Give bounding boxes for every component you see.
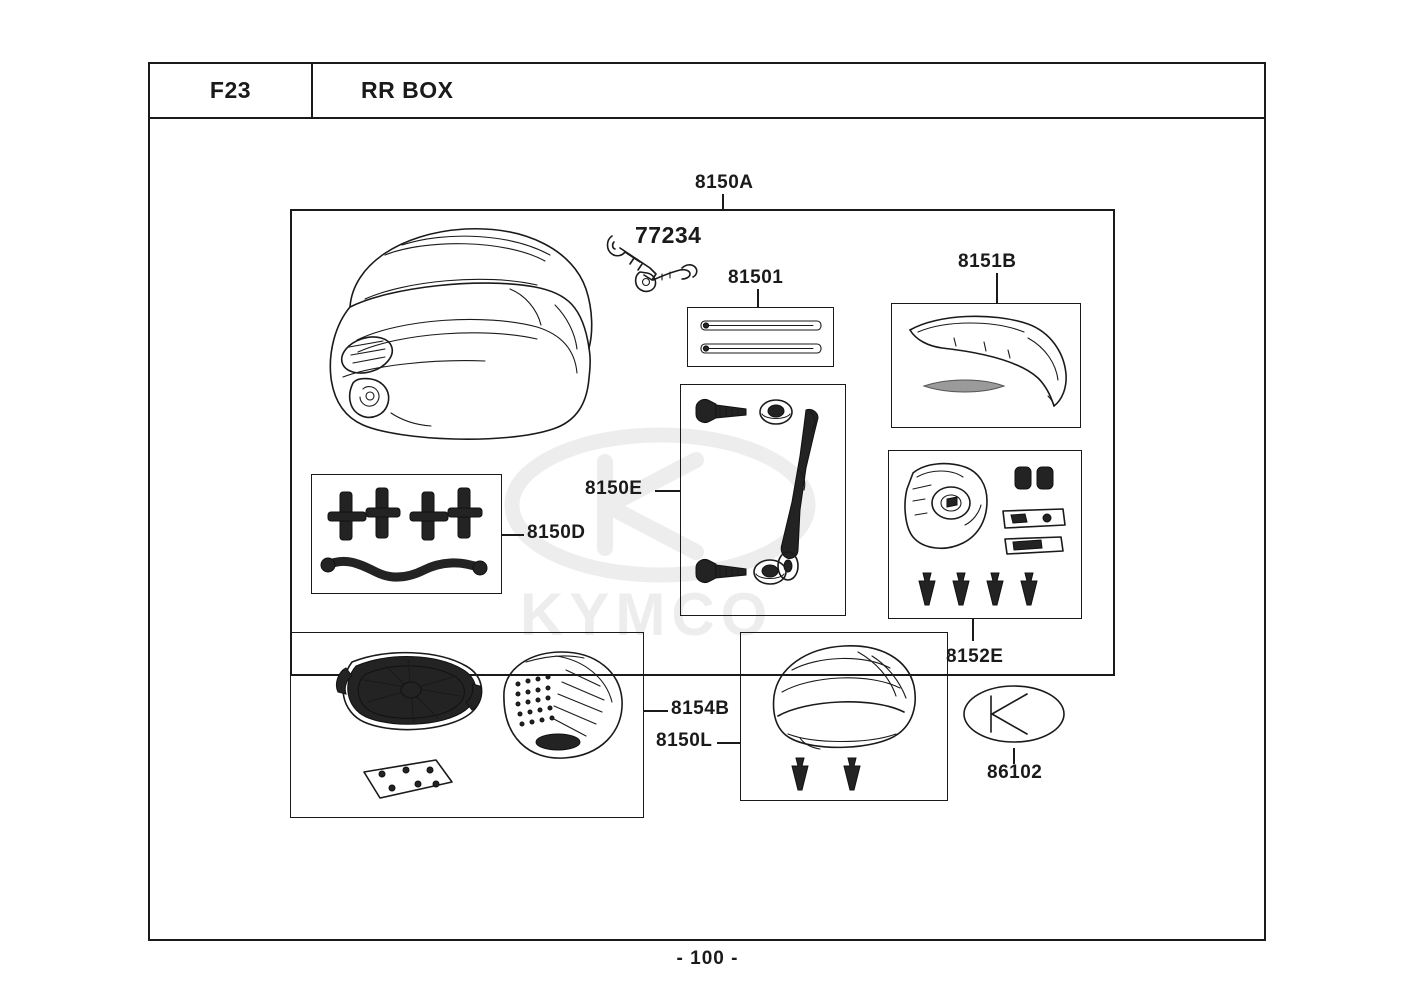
leader-8150D	[502, 534, 524, 536]
page-number: - 100 -	[676, 948, 739, 969]
section-title-label: RR BOX	[361, 77, 454, 103]
leader-8154B	[644, 710, 668, 712]
callout-label-8150L: 8150L	[656, 730, 713, 751]
part-box-81501	[687, 307, 834, 367]
leader-8150E	[655, 490, 680, 492]
callout-label-8154B: 8154B	[671, 698, 730, 719]
callout-label-8150A: 8150A	[695, 172, 754, 193]
part-box-8151B	[891, 303, 1081, 428]
callout-label-8152E: 8152E	[946, 646, 1004, 667]
section-title-bar	[313, 62, 1266, 119]
part-box-8150E	[680, 384, 846, 616]
section-code-box	[148, 62, 313, 119]
leader-8150L	[717, 742, 740, 744]
svg-text:KYMCO: KYMCO	[520, 581, 774, 648]
callout-label-8150E: 8150E	[585, 478, 643, 499]
part-box-8152E	[888, 450, 1082, 619]
leader-8152E	[972, 619, 974, 641]
leader-8151B	[996, 273, 998, 303]
callout-label-77234: 77234	[635, 222, 702, 248]
part-box-8154B	[290, 632, 644, 818]
part-box-8150D	[311, 474, 502, 594]
callout-label-8151B: 8151B	[958, 251, 1017, 272]
part-box-8150L	[740, 632, 948, 801]
callout-label-86102: 86102	[987, 762, 1043, 783]
section-code-label: F23	[209, 77, 252, 103]
callout-label-8150D: 8150D	[527, 522, 586, 543]
leader-81501	[757, 289, 759, 307]
callout-label-81501: 81501	[728, 267, 784, 288]
leader-8150A	[722, 194, 724, 210]
